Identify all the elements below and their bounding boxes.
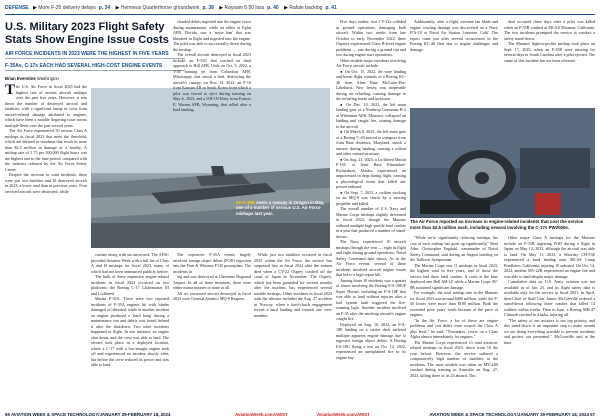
drop-cap: T xyxy=(5,82,16,98)
section-label: DEFENSE xyxy=(5,5,29,11)
arrow-icon: ▶ xyxy=(219,5,224,11)
header-item: ▶ Raysam 5 50 loss p. 40 xyxy=(219,5,279,11)
section-header-bar xyxy=(5,3,595,14)
text-column-6: Other major Class A mishaps for the Marines include an F-35B ingesting FOD during a flight in Japan on May 12, 2023, although the aircraft was able to land. On May 11, 2023, a Sikorsky CH-53E experienced a hard landing near MCAS Camp Pendleton, California, injuring 10 onboard. On Oct. 14, 2022, another MV-22B experienced an engine fire and was able to land despite major damage. Cumulative data on U.S. Army aviation was not available as of Jan. 23, and its flight safety data is available only for the service in fiscal 2021. In April, then-Chief of Staff Gen. James McConville ordered a stand-down following three crashes that killed 14 soldiers within weeks. Then in June, a Boeing MH-47 Chinook crashed in Alaska, injuring all. "The safety of our aviators is our top priority, and this stand-down is an important step to make certain we are doing everything possible to prevent accidents and protect our personnel," McConville said at the time. xyxy=(504,235,595,345)
photo2-caption: The Air Force reported an increase in engine-related incidents that cost the service more than $2.5 million each, including several involving the C-17s PW2000s. xyxy=(410,219,584,230)
article-headline: U.S. Military 2023 Flight Safety Stats Show Engine Issue Costs xyxy=(5,21,169,46)
text-column-5: "While we're significantly reducing mishaps, the cost of each mishap has gone up significantly," Rear Adm. Christopher Engdahl, commander of Naval Safety Command, said during an August briefing on the Tailhook Symposium. The Marine Corps saw 11 mishaps in fiscal 2023, the highest total in five years, and of those the service had three fatal crashes. A crash at the base deployed one Bell AH-1Z while a Marine Corps AV-8B sustained significant damage. For example, the total mishap rate in the Marines for fiscal 2023 was around $400 million, while the F-35 losses were more than $100 million. Both the exceeded prior years' totals because of the price of engines. "In the Air Force, a lot of these are engine problems and you didn't even scratch the Class A plus level," he said. "Nowadays, you're on a Class Alpha almost immediately for engines." The Marine Corps experienced 13 total aviation-related mishaps in fiscal 2023, down from 16 the year before. However, the service suffered a comparatively high number of fatalities in the incidents. The most notable was when an MV-22B crashed during training in Australia on Aug. 27, 2023, killing three of its 23 aboard. This xyxy=(410,235,498,378)
footer-right: AVIATION WEEK & SPACE TECHNOLOGY/JANUARY 29-FEBRUARY 18, 2024 57 xyxy=(429,412,595,417)
author-location: Washington xyxy=(36,76,59,81)
text-column-3-top: clouded debris ingested into the engine twice during maintenance, while on either at Eglin AFB, Florida, saw a 'noise ban' that was liberated in flight and ingested into the engine. The pilot was able to successfully divert during the mishap. The overall aircraft destroyed in fiscal 2023 include: an F-35C that crashed on final approach to Hill AFB, Utah, on Oct. 9, 2022; a T-38 training jet from Columbus AFB, Mississippi, that struck a bird, destroying the aircraft's canopy, on Nov. 14, 2022; an F-16 from Kunsan AB in South Korea from which a pilot was forced to eject during training on May 6, 2023; and a UH-1N Huey from Francis E. Warren AFB, Wyoming, that rolled after a hard landing. xyxy=(173,19,251,112)
footer-url-right[interactable]: AviationWeek.com/AWST xyxy=(317,412,370,417)
footer-left: 56 AVIATION WEEK & SPACE TECHNOLOGY/JANUARY 29-FEBRUARY 18, 2024 xyxy=(5,412,171,417)
photo1-caption: An F-35B overs a runway in Oregon in May, one of a number of serious U.S. Air Force mishaps last year. xyxy=(236,200,325,216)
c17-engine-photo xyxy=(410,108,595,218)
header-item: ▶ More F-35 delivery delays p. 34 xyxy=(33,5,111,11)
text-column-3b: While just two fatalities occurred in fiscal 2023 within the Air Force, the service has surpassed that in fiscal 2024 after the airmen died when a CV-22 Osprey crashed off the coast of Japan in November. The Osprey, which has been grounded for several months after the incident, has experienced several notable mishaps. Other incidents in fiscal 2023 with the tiltrotor included the Aug. 27 accident in Norway, when a hard-clutch engagement forced a hard landing and injured one crew member. xyxy=(254,252,332,318)
text-column-4: Five days earlier, two CV-22s collided in ground operations, damaging both aircraft. Within two weeks from late October to early November 2022, three Ospreys experienced Class B-level engine problems — one during a ground run and two during engine start operations. Other notable major incidents involving Air Force aircraft include: ● On Oct. 15, 2022, the nose landing and boom flight controls of a Boeing KC-46 from Altus Base McGuire-Dix-Lakehurst, New Jersey, was inoperable during air refueling, causing damage to the refueling boom and inclusion. ● On Dec. 10, 2022, the left main landing gear of a Northrop Grumman B-2 at Whiteman AFB, Missouri, collapsed on landing and caught fire, causing damage to the aircraft. ● On March 8, 2023, the left main gear of a Boeing C-40 moved to transport from Joint Base Andrews, Maryland, struck a runway during landing, causing a rollout and other caused structure. ● On Aug. 21, 2023, a Lockheed Martin F-16C at Joint Base Elmendorf-Richardson, Alaska, experienced an unprocessed in drop during flight, causing a physiological event that killed one person onboard. ● On Sept. 7, 2023, a civilian working on an MQ-9 was struck by a moving propeller and killed. The overall number of U.S. Navy and Marine Corps mishaps slightly decreased in fiscal 2023, though the Marines suffered multiple high-profile fatal crashes in a year that produced a number of stand-downs. The Navy experienced 10 aircraft mishaps through the year — eight in flight and eight during ground operations, Naval Safety Command data shows. As in the Air Force events, several of these incidents involved aircraft engine issues that led to a high repair bill. Among those 10 incidents was a quartet of issues involving the Boeing F/A-18E/F Super Hornet, including an F/A-18F that was able to land without injuries after a fuel system fault triggered the fire-warning light. Another incident involved an F-35 after the smoking aircraft's engine caught fire. Deployed on Aug. 16, 2023, an F/A-18E landing on a carrier deck suffered multiple apparent engine damage due to ingested foreign object debris. A Boeing EA-18G flying a test on Oct. 14, 2022, experienced an unexplained fire in its engine bay. xyxy=(336,19,406,360)
arrow-icon: ▶ xyxy=(115,5,120,11)
engine-photo-illustration xyxy=(410,108,595,218)
article-deck: AIR FORCE INCIDENTS IN 2023 WERE THE HIGHEST IN FIVE YEARS xyxy=(5,49,185,59)
arrow-icon: ▶ xyxy=(284,5,288,11)
text-column-5-top: Additionally, after a flight, extreme fan blade and engine cowling damage was discovered on a Navy F/A-18 at Naval Air Station Lemoore, Calif. The report came just after several occurrences in the Boeing KC-46 fleet due to engine challenges and damage. xyxy=(410,19,498,52)
footer-url-left[interactable]: AviationWeek.com/AWST xyxy=(235,412,288,417)
text-column-3: The expensive F-35A events largely involved foreign object debris (FOD) ingestion into the Pratt & Whitney F135 powerplant. The incidents in ing and was destroyed at Cheyenne Regional Airport. In all of these instances, there were either minor injuries or none at all. All six uncrewed aircraft destroyed in fiscal 2023 were General Atomics MQ-9 Reapers. xyxy=(173,252,251,301)
author-name: Brian Everstine xyxy=(5,76,36,81)
text-column-2: crashes along with six uncrewed. The AFSC provided Aviation Week with a full list of Class A and B mishaps for fiscal 2023, many of which had not been announced publicly before. The bulk of these expensive engine-related incidents in fiscal 2023 occurred on two platforms: the Boeing C-17 Globemaster III and Lockheed Martin F-35A. There were two reported incidents of F-35A engines hit with blades damaged or liberated, while in another incident an engine produced a 'hard bang' during a maintenance run and debris was found behind it after the shutdown. Two other incidents happened in flight. In one instance, an engine shut down, and the crew was able to land. The second took place in a deployed location, where a C-17 with a low-margin engine took off and experienced an incident shortly after, but before the crew reduced its power and was able to land. xyxy=(91,252,169,367)
byline xyxy=(5,76,185,82)
text-column-6-top: deal occurred three days after a pilot was killed when an F-35B crashed at MCAS Miramar, California. The two incidents prompted the service to conduct a safety stand-down. The Marines' highest-profile mishap took place on Sept. 17, 2023, when an F-35B went missing for several days in South Carolina after a pilot ejected. The cause of this incident has not been released. xyxy=(504,19,595,63)
header-rule xyxy=(5,14,595,15)
text-column-1: The U.S. Air Force in fiscal 2023 had the highest rate of serious aircraft mishaps over the past five years. However, it was down the number of destroyed aircraft and fatalities, with a significant bump in costs from aircraft-related damage attributed to engines, which have been a notable lingering issue across multiple fleets over the past several years. The Air Force experienced 50 serious Class A mishaps in fiscal 2023 that meet the threshold, which are defined as incidents that result in more than $2.5 million in damage or a fatality. A mishap rate of 1.75 per 100,000 flight hours was the highest rate in the time period, compared with the statistics released by the Air Force Safety Center. Despite the increase in total incidents, there were just two fatalities and 10 destroyed aircraft in 2023, a lower total than in previous years. Four serviced aircraft were destroyed, while xyxy=(5,82,87,194)
arrow-icon: ▶ xyxy=(33,5,37,11)
article-deck: F-35As, C-17s EACH HAD SEVERAL HIGH-COST ENGINE EVENTS xyxy=(5,61,185,71)
header-item: ▶ Hermeus Quarterhorse groundwork p. 38 xyxy=(115,5,214,11)
header-item: ▶ Rafale backlog p. 41 xyxy=(284,5,337,11)
